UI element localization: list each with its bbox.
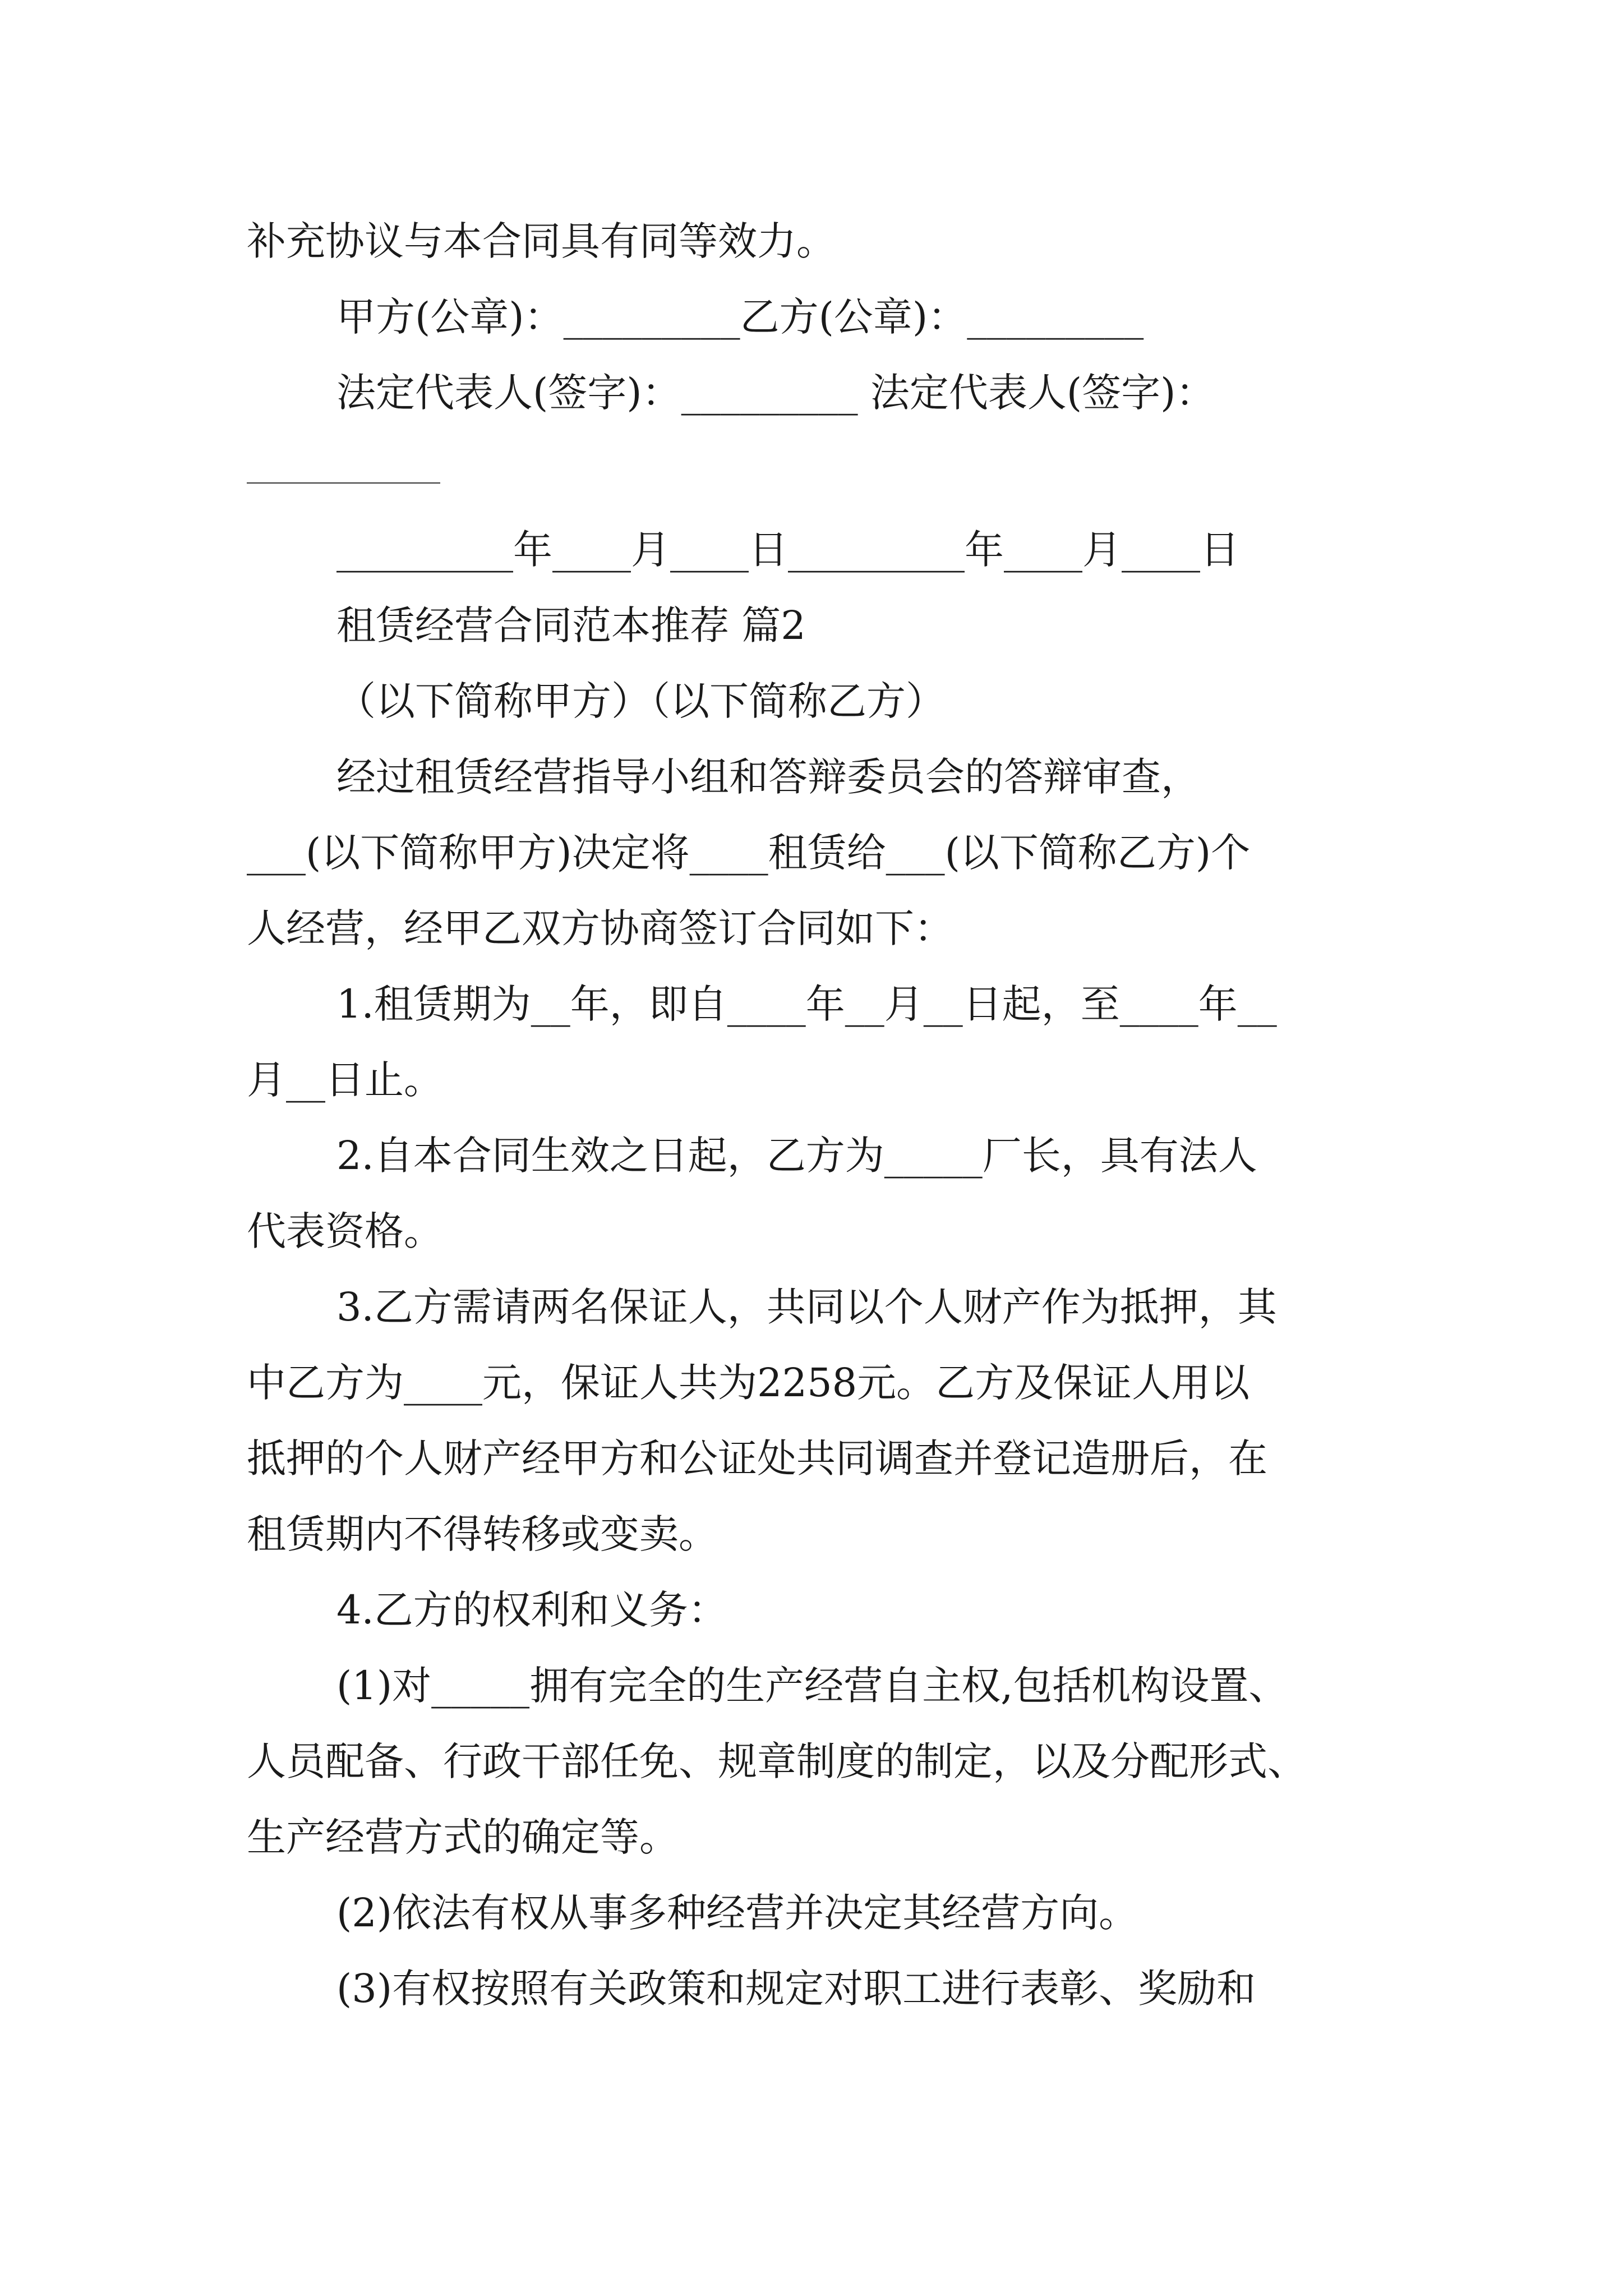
paragraph-line: ___(以下简称甲方)决定将____租赁给___(以下简称乙方)个 xyxy=(247,830,1251,876)
section-heading: 租赁经营合同范本推荐 篇2 xyxy=(336,602,806,648)
sub-clause-line: 人员配备、行政干部任免、规章制度的制定，以及分配形式、 xyxy=(247,1738,1307,1784)
clause-line: 代表资格。 xyxy=(247,1208,443,1254)
paragraph-line: 人经营，经甲乙双方协商签订合同如下： xyxy=(247,905,953,951)
clause-line: 2.自本合同生效之日起，乙方为_____厂长，具有法人 xyxy=(336,1133,1257,1179)
sub-clause-line: (3)有权按照有关政策和规定对职工进行表彰、奖励和 xyxy=(336,1966,1256,2012)
signature-line-representative: 法定代表人(签字)：_________ 法定代表人(签字)： xyxy=(336,370,1215,416)
clause-line: 租赁期内不得转移或变卖。 xyxy=(247,1511,718,1557)
parties-line: （以下简称甲方）（以下简称乙方） xyxy=(336,678,945,724)
clause-line: 1.租赁期为__年，即自____年__月__日起，至____年__ xyxy=(336,981,1277,1027)
paragraph-line: 补充协议与本合同具有同等效力。 xyxy=(247,218,836,264)
clause-line: 3.乙方需请两名保证人，共同以个人财产作为抵押，其 xyxy=(336,1284,1277,1330)
signature-date-line: _________年____月____日_________年____月____日 xyxy=(336,527,1239,573)
paragraph-line: 经过租赁经营指导小组和答辩委员会的答辩审查， xyxy=(336,754,1200,800)
sub-clause-line: 生产经营方式的确定等。 xyxy=(247,1814,679,1860)
sub-clause-line: (1)对_____拥有完全的生产经营自主权,包括机构设置、 xyxy=(336,1663,1288,1709)
clause-line: 4.乙方的权利和义务： xyxy=(336,1587,727,1633)
signature-blank xyxy=(247,482,440,484)
sub-clause-line: (2)依法有权从事多种经营并决定其经营方向。 xyxy=(336,1890,1138,1936)
clause-line: 月__日止。 xyxy=(247,1057,443,1103)
clause-line: 中乙方为____元，保证人共为2258元。乙方及保证人用以 xyxy=(247,1360,1250,1406)
signature-line-seal: 甲方(公章)：_________乙方(公章)：_________ xyxy=(336,294,1144,340)
clause-line: 抵押的个人财产经甲方和公证处共同调查并登记造册后，在 xyxy=(247,1435,1267,1481)
